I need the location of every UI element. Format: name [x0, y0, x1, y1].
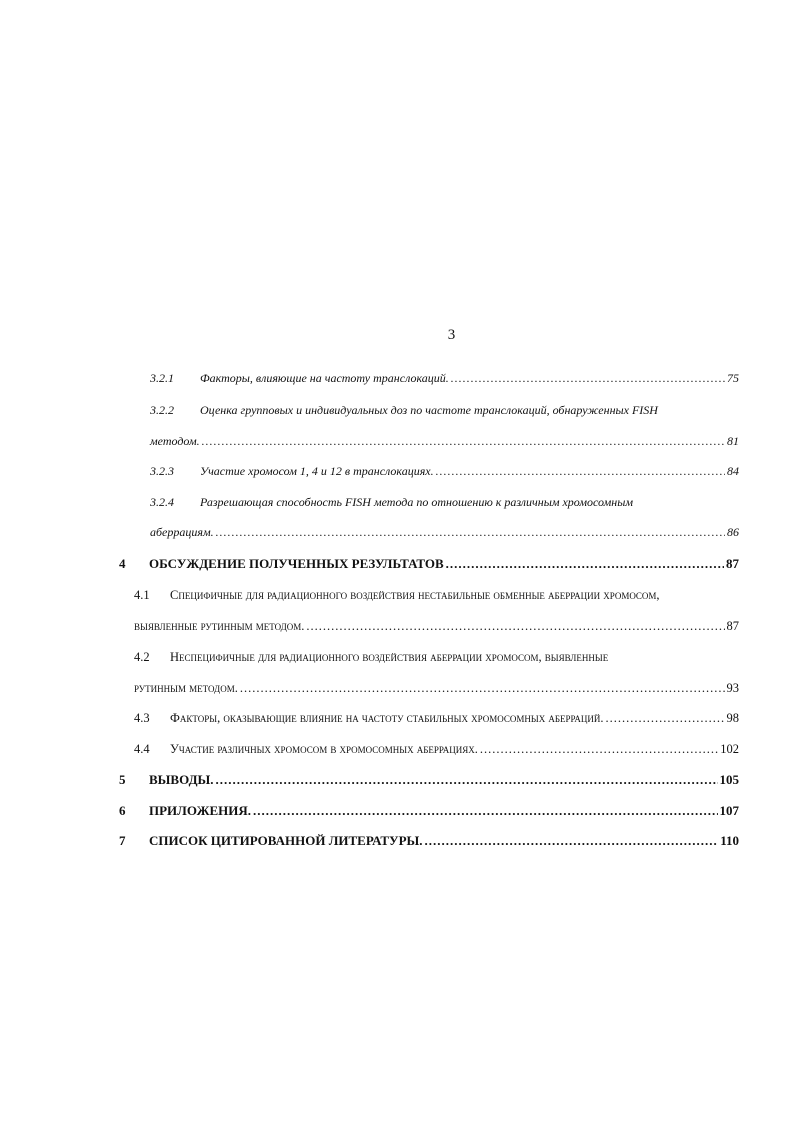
toc-entry-title: ПРИЛОЖЕНИЯ. [149, 803, 252, 818]
toc-entry-title: Специфичные для радиационного воздействия нестабильные обменные аберрации хромосом, [170, 588, 660, 602]
toc-entry-title-continuation: рутинным методом. [134, 681, 238, 695]
toc-entry-page: 93 [726, 681, 739, 695]
toc-entry-5[interactable] [119, 772, 739, 788]
toc-leader-dots [216, 772, 718, 788]
toc-entry-page: 105 [719, 772, 739, 787]
toc-entry-page: 84 [727, 464, 739, 478]
toc-leader-dots [216, 524, 725, 540]
toc-entry-title: ОБСУЖДЕНИЕ ПОЛУЧЕННЫХ РЕЗУЛЬТАТОВ [149, 556, 444, 571]
toc-leader-dots [480, 741, 718, 757]
toc-entry-4-2-continuation[interactable] [134, 680, 739, 696]
toc-leader-dots [202, 433, 725, 449]
toc-entry-number: 4 [119, 556, 126, 571]
toc-entry-4-1[interactable] [134, 587, 739, 603]
toc-leader-dots [306, 618, 724, 634]
toc-entry-4-1-continuation[interactable] [134, 618, 739, 634]
toc-entry-number: 4.1 [134, 588, 150, 602]
toc-entry-title: Разрешающая способность FISH метода по отношению к различным хромосомным [200, 495, 633, 509]
toc-entry-3-2-1[interactable] [150, 370, 739, 386]
toc-entry-page: 110 [720, 833, 739, 848]
toc-entry-number: 4.3 [134, 711, 150, 725]
toc-entry-3-2-2-continuation[interactable] [150, 433, 739, 449]
toc-entry-number: 3.2.2 [150, 403, 174, 417]
toc-entry-title: Оценка групповых и индивидуальных доз по частоте транслокаций, обнаруженных FISH [200, 403, 658, 417]
toc-entry-3-2-2[interactable] [150, 402, 739, 418]
toc-entry-7[interactable] [119, 833, 739, 849]
toc-entry-number: 4.4 [134, 742, 150, 756]
toc-leader-dots [451, 370, 725, 386]
toc-entry-6[interactable] [119, 803, 739, 819]
toc-entry-page: 86 [727, 525, 739, 539]
toc-entry-number: 3.2.4 [150, 495, 174, 509]
toc-leader-dots [253, 803, 717, 819]
toc-entry-page: 107 [719, 803, 739, 818]
page-number: 3 [447, 327, 456, 343]
toc-leader-dots [240, 680, 725, 696]
toc-entry-number: 7 [119, 833, 126, 848]
toc-entry-title-continuation: методом. [150, 434, 200, 448]
toc-entry-3-2-3[interactable] [150, 463, 739, 479]
toc-entry-4-4[interactable] [134, 741, 739, 757]
toc-entry-number: 3.2.3 [150, 464, 174, 478]
toc-entry-title: Участие различных хромосом в хромосомных аберрациях. [170, 742, 478, 756]
toc-entry-4[interactable] [119, 556, 739, 572]
toc-entry-title-continuation: аберрациям. [150, 525, 214, 539]
toc-entry-3-2-4[interactable] [150, 494, 739, 510]
toc-entry-title: Факторы, оказывающие влияние на частоту стабильных хромосомных аберраций. [170, 711, 604, 725]
toc-entry-number: 6 [119, 803, 126, 818]
toc-entry-page: 81 [727, 434, 739, 448]
toc-entry-number: 4.2 [134, 650, 150, 664]
toc-entry-title: Факторы, влияющие на частоту транслокаций. [200, 371, 449, 385]
toc-entry-page: 98 [726, 711, 739, 725]
toc-entry-page: 87 [726, 556, 739, 571]
toc-leader-dots [436, 463, 725, 479]
toc-entry-title: ВЫВОДЫ. [149, 772, 214, 787]
toc-entry-title: СПИСОК ЦИТИРОВАННОЙ ЛИТЕРАТУРЫ. [149, 833, 423, 848]
toc-leader-dots [446, 556, 724, 572]
toc-entry-title-continuation: выявленные рутинным методом. [134, 619, 305, 633]
toc-entry-page: 87 [726, 619, 739, 633]
toc-entry-3-2-4-continuation[interactable] [150, 524, 739, 540]
toc-entry-number: 3.2.1 [150, 371, 174, 385]
toc-entry-number: 5 [119, 772, 126, 787]
toc-entry-page: 102 [720, 742, 739, 756]
toc-entry-title: Неспецифичные для радиационного воздействия аберрации хромосом, выявленные [170, 650, 609, 664]
toc-entry-page: 75 [727, 371, 739, 385]
toc-entry-4-2[interactable] [134, 649, 739, 665]
toc-entry-4-3[interactable] [134, 710, 739, 726]
toc-leader-dots [606, 710, 725, 726]
toc-entry-title: Участие хромосом 1, 4 и 12 в транслокациях. [200, 464, 434, 478]
toc-leader-dots [425, 833, 719, 849]
